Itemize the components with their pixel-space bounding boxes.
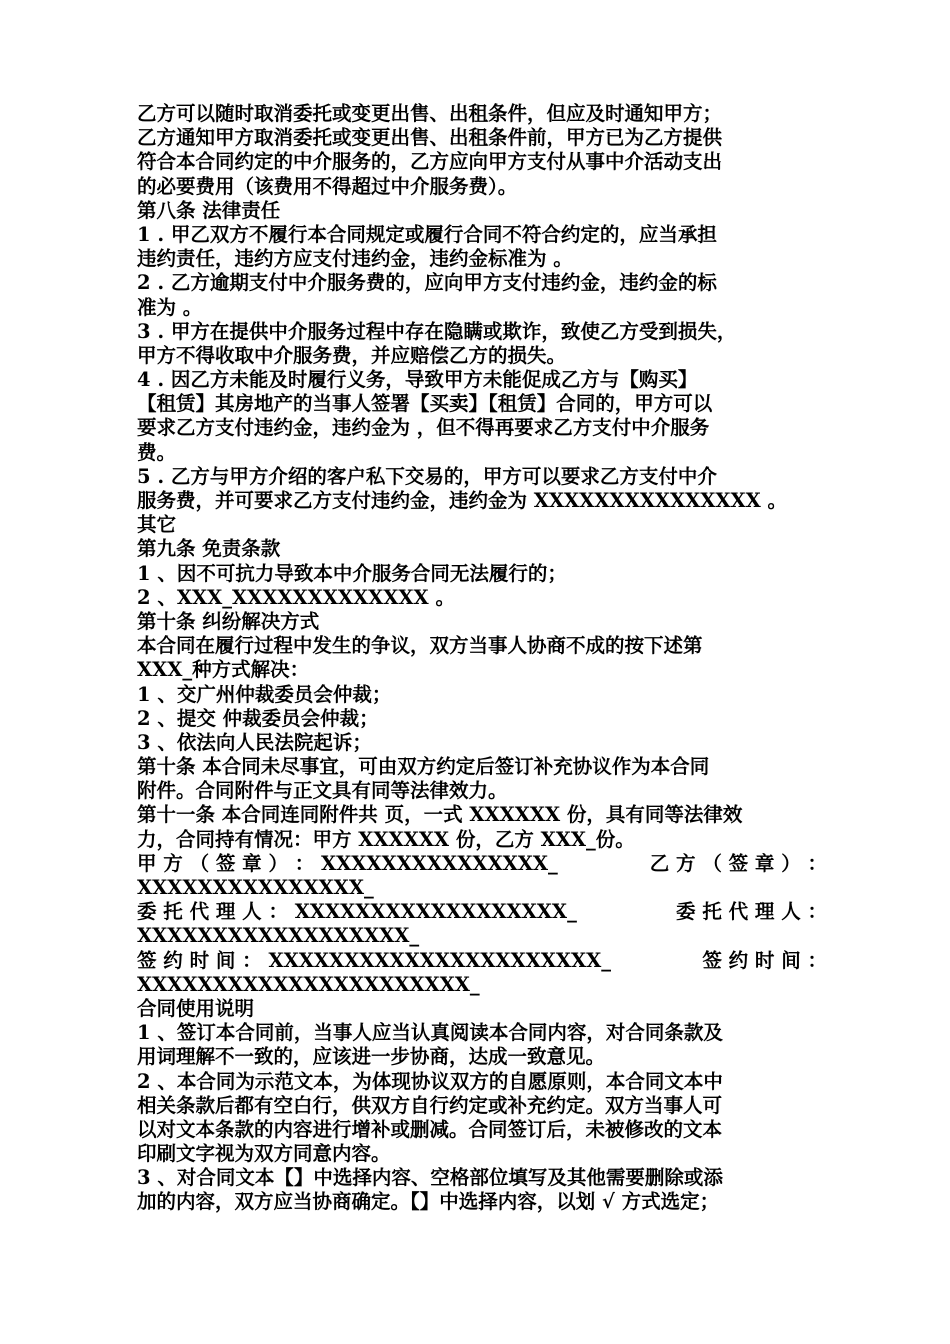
contract-text-line: 【租赁】其房地产的当事人签署【买卖】【租赁】合同的，甲方可以	[137, 392, 713, 416]
contract-text-line: 违约责任，违约方应支付违约金，违约金标准为 。	[137, 247, 573, 271]
contract-text-line: 的必要费用（该费用不得超过中介服务费）。	[137, 174, 518, 198]
contract-text-line: 3 、依法向人民法院起诉；	[137, 730, 372, 754]
usage-note-line: 相关条款后都有空白行，供双方自行约定或补充约定。双方当事人可	[137, 1093, 723, 1117]
contract-text-line: 服务费，并可要求乙方支付违约金，违约金为 XXXXXXXXXXXXXXX 。	[137, 489, 788, 512]
date-b-signature-label: 签 约 时 间 ：	[702, 948, 827, 972]
usage-note-line: 3 、对合同文本【】中选择内容、空格部位填写及其他需要删除或添	[137, 1166, 723, 1190]
contract-text-line: 5 . 乙方与甲方介绍的客户私下交易的，甲方可以要求乙方支付中介	[137, 464, 717, 488]
usage-note-line: 合同使用说明	[137, 996, 255, 1020]
contract-text-line: 准为 。	[137, 295, 203, 319]
contract-text-line: 费。	[137, 440, 177, 464]
usage-note-line: 2 、本合同为示范文本，为体现协议双方的自愿原则，本合同文本中	[137, 1069, 723, 1093]
contract-text-line: 第九条 免责条款	[137, 537, 281, 561]
contract-text-line: XXX_种方式解决：	[137, 658, 310, 682]
contract-text-line: 第八条 法律责任	[137, 198, 281, 222]
signature-row-agent	[137, 900, 827, 924]
contract-text-line: 第十条 纠纷解决方式	[137, 609, 320, 633]
party-b-signature-value: XXXXXXXXXXXXXXX_	[137, 876, 374, 899]
contract-text-line: 3 . 甲方在提供中介服务过程中存在隐瞒或欺诈，致使乙方受到损失，	[137, 319, 737, 343]
usage-note-line: 用词理解不一致的，应该进一步协商，达成一致意见。	[137, 1045, 606, 1069]
contract-text-line: 乙方通知甲方取消委托或变更出售、出租条件前，甲方已为乙方提供	[137, 126, 723, 150]
party-a-signature: 甲 方 （ 签 章 ） ： XXXXXXXXXXXXXXX_	[137, 851, 558, 875]
contract-text-line: 2 、提交 仲裁委员会仲裁；	[137, 706, 379, 730]
contract-text-line: 力，合同持有情况：甲方 XXXXXX 份，乙方 XXX_份。	[137, 827, 635, 851]
contract-text-line: 4 . 因乙方未能及时履行义务，导致甲方未能促成乙方与【购买】	[137, 368, 698, 392]
contract-text-line: 甲方不得收取中介服务费，并应赔偿乙方的损失。	[137, 343, 567, 367]
usage-note-line: 以对文本条款的内容进行增补或删减。合同签订后，未被修改的文本	[137, 1117, 723, 1141]
contract-body	[137, 102, 827, 852]
date-a-signature: 签 约 时 间 ： XXXXXXXXXXXXXXXXXXXXXX_	[137, 948, 612, 972]
usage-note-line: 印刷文字视为双方同意内容。	[137, 1142, 391, 1166]
contract-text-line: 本合同在履行过程中发生的争议，双方当事人协商不成的按下述第	[137, 634, 703, 658]
party-b-signature-label: 乙 方 （ 签 章 ） ：	[649, 851, 827, 875]
contract-page	[137, 102, 827, 1215]
agent-b-signature-value: XXXXXXXXXXXXXXXXXX_	[137, 924, 420, 948]
contract-text-line: 第十条 本合同未尽事宜，可由双方约定后签订补充协议作为本合同	[137, 755, 710, 779]
agent-a-signature: 委 托 代 理 人 ： XXXXXXXXXXXXXXXXXX_	[137, 900, 577, 924]
date-b-signature-value: XXXXXXXXXXXXXXXXXXXXXX_	[137, 972, 480, 996]
contract-text-line: 乙方可以随时取消委托或变更出售、出租条件，但应及时通知甲方；	[137, 102, 723, 125]
agent-b-signature-label: 委 托 代 理 人 ：	[676, 900, 827, 924]
contract-text-line: 附件。合同附件与正文具有同等法律效力。	[137, 779, 508, 803]
contract-text-line: 1 、交广州仲裁委员会仲裁；	[137, 682, 392, 706]
usage-note-line: 加的内容，双方应当协商确定。【】中选择内容，以划 √ 方式选定；	[137, 1190, 720, 1214]
contract-text-line: 2 、XXX_XXXXXXXXXXXXX 。	[137, 585, 455, 609]
contract-text-line: 要求乙方支付违约金，违约金为 ，但不得再要求乙方支付中介服务	[137, 416, 710, 440]
contract-text-line: 符合本合同约定的中介服务的，乙方应向甲方支付从事中介活动支出	[137, 150, 723, 174]
signature-row-date	[137, 949, 827, 973]
signature-row-party	[137, 852, 827, 876]
contract-text-line: 1 、因不可抗力导致本中介服务合同无法履行的；	[137, 561, 567, 585]
contract-text-line: 其它	[137, 513, 177, 537]
contract-text-line: 2 . 乙方逾期支付中介服务费的，应向甲方支付违约金，违约金的标	[137, 271, 717, 295]
contract-text-line: 第十一条 本合同连同附件共 页，一式 XXXXXX 份，具有同等法律效	[137, 803, 743, 827]
usage-note-line: 1 、签订本合同前，当事人应当认真阅读本合同内容，对合同条款及	[137, 1021, 723, 1045]
usage-notes	[137, 997, 827, 1215]
contract-text-line: 1 . 甲乙双方不履行本合同规定或履行合同不符合约定的，应当承担	[137, 222, 717, 246]
